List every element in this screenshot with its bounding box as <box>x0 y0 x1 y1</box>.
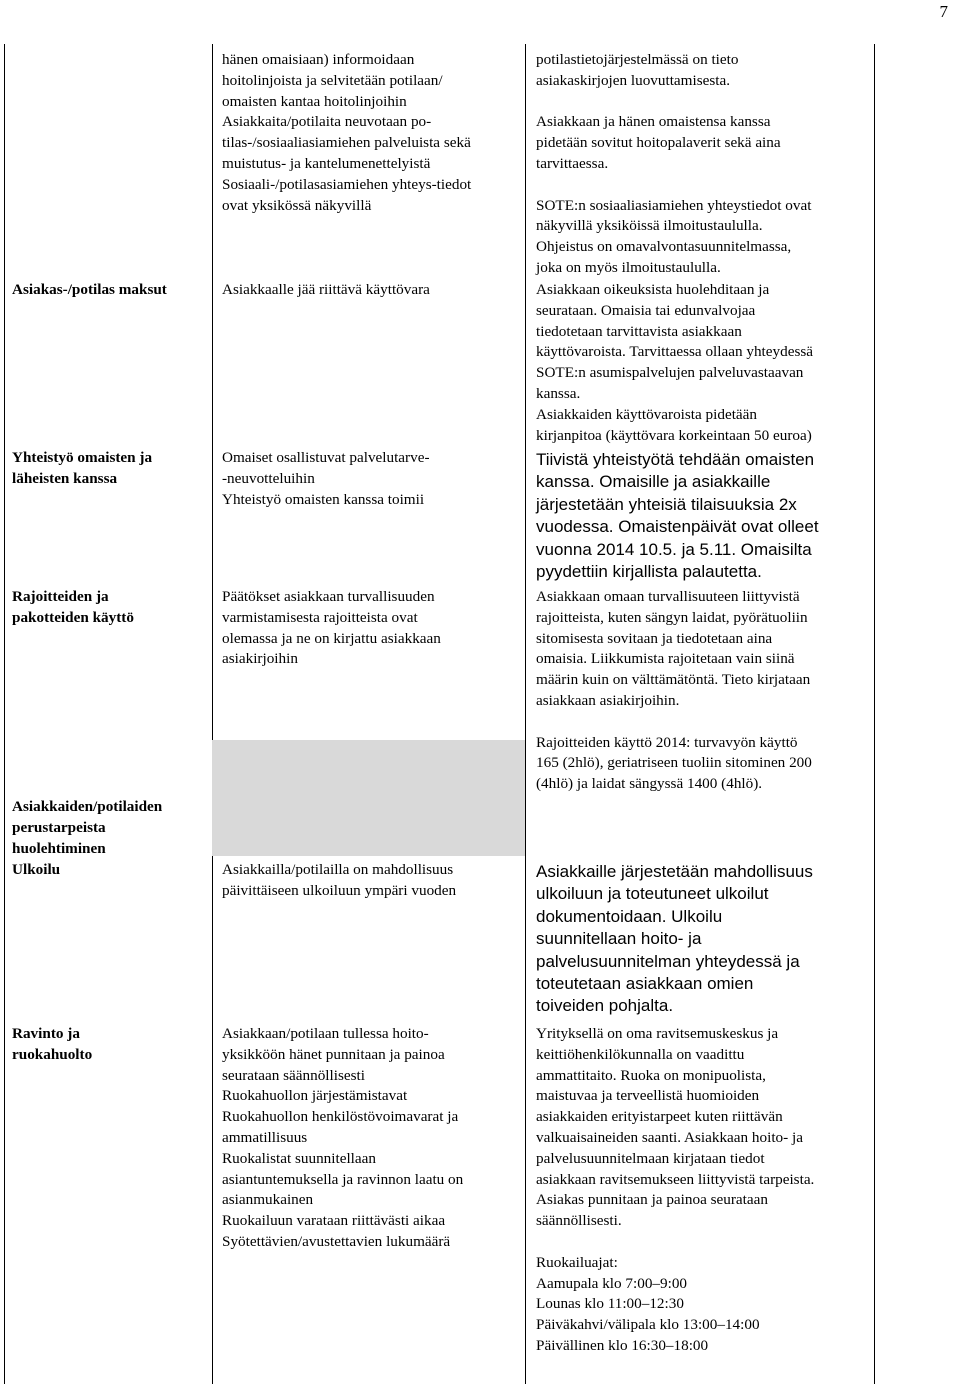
text-line: Asiakkailla/potilailla on mahdollisuus <box>222 861 454 878</box>
row-5-col2 <box>222 860 520 902</box>
row-1-col1 <box>12 280 208 301</box>
text-line: Ruokailuun varataan riittävästi aikaa <box>222 1212 446 1230</box>
text-line: ovat yksikössä näkyvillä <box>222 196 372 214</box>
text-line: Yrityksellä on oma ravitsemuskeskus ja <box>536 1025 779 1042</box>
text-line: päivittäiseen ulkoiluun ympäri vuoden <box>222 881 457 899</box>
text-line: 165 (2hlö), geriatriseen tuoliin sitominen 200 <box>536 754 812 772</box>
text-line <box>536 712 868 733</box>
row-1-col2 <box>222 280 520 301</box>
text-line: asiakkaiden erityistarpeet kuten riittävän <box>536 1108 783 1126</box>
text-line: Ohjeistus on omavalvontasuunnitelmassa, <box>536 238 792 256</box>
text-line: pidetään sovitut hoitopalaverit sekä aina <box>536 134 781 152</box>
text-line: keittiöhenkilökunnalla on vaadittu <box>536 1045 745 1063</box>
text-line: käyttövaroista. Tarvittaessa ollaan yhteydessä <box>536 343 814 361</box>
text-line: maistuvaa ja terveellistä huomioiden <box>536 1087 760 1105</box>
text-line: tilas-/sosiaaliasiamiehen palveluista sekä <box>222 134 471 152</box>
text-line: kirjanpitoa (käyttövara korkeintaan 50 euroa) <box>536 426 812 444</box>
text-line: Lounas klo 11:00–12:30 <box>536 1295 684 1313</box>
text-line: yksikköön hänet punnitaan ja painoa <box>222 1045 445 1063</box>
text-line: palvelusuunnitelmaan kirjataan tiedot <box>536 1149 765 1167</box>
text-line: Sosiaali-/potilasasiamiehen yhteys-tiedot <box>222 175 472 193</box>
text-line: Asiakkaan ja hänen omaistensa kanssa <box>536 113 771 131</box>
row-3-col2 <box>222 587 520 670</box>
row-6-col1 <box>12 1024 208 1066</box>
text-line: SOTE:n sosiaaliasiamiehen yhteystiedot ovat <box>536 196 812 214</box>
row-2-col2 <box>222 448 520 510</box>
text-line: rajoitteista, kuten sängyn laidat, pyörätuoliin <box>536 608 808 626</box>
text-line: dokumentoidaan. Ulkoilu <box>536 906 723 926</box>
text-line: asianmukainen <box>222 1191 314 1209</box>
text-line: seurataan säännöllisesti <box>222 1066 365 1084</box>
text-line: sitomisesta sovitaan ja tiedotetaan aina <box>536 629 773 647</box>
text-line: asiakirjoihin <box>222 650 298 668</box>
text-line <box>536 175 868 196</box>
text-line: Asiakkaan oikeuksista huolehditaan ja <box>536 281 770 298</box>
text-line: omaisia. Liikkumista rajoitetaan vain siinä <box>536 650 795 668</box>
text-line: Aamupala klo 7:00–9:00 <box>536 1274 688 1292</box>
text-line: Asiakkaan/potilaan tullessa hoito- <box>222 1025 429 1042</box>
text-line: olemassa ja ne on kirjattu asiakkaan <box>222 629 441 647</box>
text-line: SOTE:n asumispalvelujen palveluvastaavan <box>536 364 804 382</box>
text-line: hoitolinjoista ja selvitetään potilaan/ <box>222 71 443 89</box>
row-0-col2 <box>222 50 520 216</box>
text-line: Syötettävien/avustettavien lukumäärä <box>222 1232 451 1250</box>
text-line: perustarpeista <box>12 818 106 836</box>
text-line: Asiakkaalle jää riittävä käyttövara <box>222 281 430 298</box>
text-line: vuodessa. Omaistenpäivät ovat olleet <box>536 517 819 537</box>
text-line: Päivällinen klo 16:30–18:00 <box>536 1336 709 1354</box>
text-line: Asiakkaan omaan turvallisuuteen liittyvistä <box>536 588 800 605</box>
row-5-col1 <box>12 860 208 881</box>
text-line: Tiivistä yhteistyötä tehdään omaisten <box>536 450 815 469</box>
text-line: ruokahuolto <box>12 1045 93 1063</box>
table-border-left <box>4 44 5 1384</box>
row-2-col3 <box>536 449 868 583</box>
text-line: omaisten kantaa hoitolinjoihin <box>222 92 407 110</box>
text-line: valkuaisaineiden saanti. Asiakkaan hoito- ja <box>536 1128 803 1146</box>
text-line: kanssa. <box>536 384 581 402</box>
text-line: Rajoitteiden käyttö 2014: turvavyön käyttö <box>536 733 798 751</box>
text-line: joka on myös ilmoitustaululla. <box>536 258 721 276</box>
row-6-col3 <box>536 1024 868 1357</box>
text-line: Omaiset osallistuvat palvelutarve- <box>222 449 430 466</box>
text-line: toiveiden pohjalta. <box>536 996 674 1016</box>
text-line: säännöllisesti. <box>536 1212 622 1230</box>
text-line: asiakkaan asiakirjoihin. <box>536 691 680 709</box>
text-line: Ruokahuollon järjestämistavat <box>222 1087 408 1105</box>
text-line: Asiakkaiden/potilaiden <box>12 798 163 815</box>
text-line: Rajoitteiden ja <box>12 588 109 605</box>
row-5-col3 <box>536 861 868 1018</box>
text-line: Asiakas-/potilas maksut <box>12 281 167 298</box>
row-1-col3 <box>536 280 868 446</box>
text-line <box>536 1232 868 1253</box>
row-0-col3 <box>536 50 868 279</box>
text-line: läheisten kanssa <box>12 469 118 487</box>
text-line: ammatillisuus <box>222 1128 308 1146</box>
text-line: (4hlö) ja laidat sängyssä 1400 (4hlö). <box>536 775 763 793</box>
text-line: Asiakkaita/potilaita neuvotaan po- <box>222 113 432 131</box>
text-line: -neuvotteluihin <box>222 469 315 487</box>
text-line: asiantuntemuksella ja ravinnon laatu on <box>222 1170 464 1188</box>
text-line: Yhteistyö omaisten ja <box>12 449 153 466</box>
text-line: hänen omaisiaan) informoidaan <box>222 51 415 68</box>
text-line: määrin kuin on välttämätöntä. Tieto kirjataan <box>536 671 811 689</box>
table-border-right <box>874 44 875 1384</box>
text-line: Ruokahuollon henkilöstövoimavarat ja <box>222 1108 459 1126</box>
text-line: Ravinto ja <box>12 1025 80 1042</box>
text-line: palvelusuunnitelman yhteydessä ja <box>536 951 800 971</box>
text-line: Ulkoilu <box>12 861 61 878</box>
row-4-col1 <box>12 797 208 859</box>
row-6-col2 <box>222 1024 520 1253</box>
row-3-col3 <box>536 587 868 795</box>
text-line: järjestetään yhteisiä tilaisuuksia 2x <box>536 494 797 514</box>
text-line: tiedotetaan tarvittavista asiakkaan <box>536 322 742 340</box>
text-line: kanssa. Omaisille ja asiakkaille <box>536 472 771 492</box>
text-line: vuonna 2014 10.5. ja 5.11. Omaisilta <box>536 539 812 559</box>
text-line: toteutetaan asiakkaan omien <box>536 974 754 994</box>
text-line: Asiakkaiden käyttövaroista pidetään <box>536 405 757 423</box>
text-line: seurataan. Omaisia tai edunvalvojaa <box>536 301 756 319</box>
text-line: Päiväkahvi/välipala klo 13:00–14:00 <box>536 1316 760 1334</box>
text-line: Asiakkaille järjestetään mahdollisuus <box>536 862 813 881</box>
text-line: potilastietojärjestelmässä on tieto <box>536 51 739 68</box>
text-line: Ruokalistat suunnitellaan <box>222 1149 376 1167</box>
text-line: suunnitellaan hoito- ja <box>536 929 702 949</box>
text-line: ammattitaito. Ruoka on monipuolista, <box>536 1066 766 1084</box>
text-line: huolehtiminen <box>12 839 106 857</box>
text-line: varmistamisesta rajoitteista ovat <box>222 608 418 626</box>
row-2-col1 <box>12 448 208 490</box>
text-line: ulkoiluun ja toteutuneet ulkoilut <box>536 884 769 904</box>
text-line: asiakaskirjojen luovuttamisesta. <box>536 71 731 89</box>
text-line: tarvittaessa. <box>536 154 609 172</box>
text-line: Ruokailuajat: <box>536 1253 618 1271</box>
text-line: näkyvillä yksiköissä ilmoitustaululla. <box>536 217 763 235</box>
text-line: Päätökset asiakkaan turvallisuuden <box>222 588 435 605</box>
row-3-col1 <box>12 587 208 629</box>
table-divider-2-over <box>525 44 526 1384</box>
table-divider-1 <box>212 44 213 1384</box>
text-line: Asiakas punnitaan ja painoa seurataan <box>536 1191 768 1209</box>
shaded-cell <box>212 740 525 856</box>
text-line <box>536 92 868 113</box>
text-line: pyydettiin kirjallista palautetta. <box>536 562 762 582</box>
text-line: asiakkaan ravitsemukseen liittyvistä tarpeista. <box>536 1170 815 1188</box>
text-line: muistutus- ja kantelumenettelyistä <box>222 154 431 172</box>
page-number: 7 <box>939 2 948 21</box>
text-line: pakotteiden käyttö <box>12 608 134 626</box>
text-line: Yhteistyö omaisten kanssa toimii <box>222 490 425 508</box>
